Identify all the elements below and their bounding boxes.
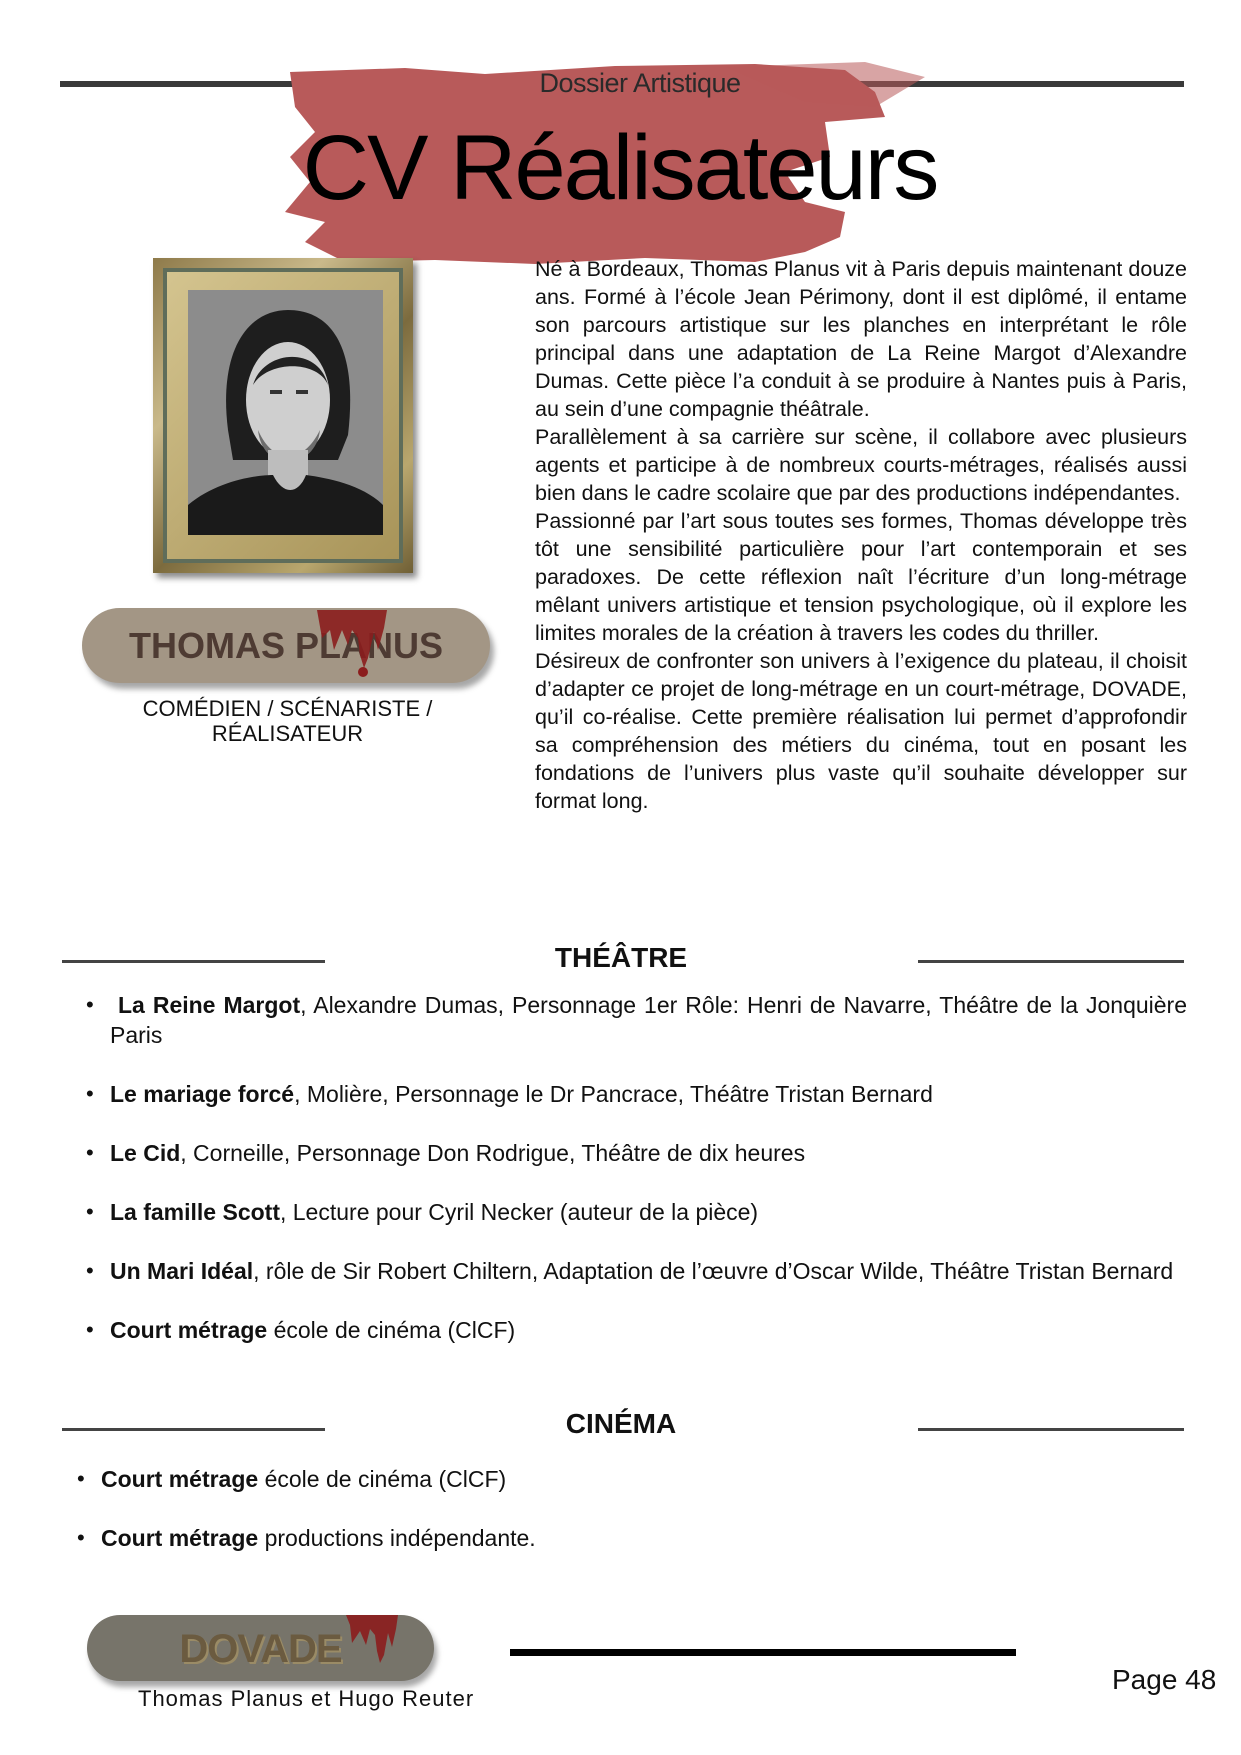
theatre-item	[86, 1079, 1187, 1109]
theatre-list	[86, 990, 1187, 1374]
footer-logo	[87, 1615, 434, 1681]
page-number: Page 48	[1112, 1664, 1217, 1695]
item-details: , Alexandre Dumas, Personnage 1er Rôle: Henri de Navarre, Théâtre de la Jonquière Paris	[110, 992, 1188, 1048]
biography	[535, 255, 1187, 815]
page-title: CV Réalisateurs	[302, 117, 938, 219]
item-title: La Reine Margot	[118, 992, 301, 1018]
cinema-list	[77, 1464, 1178, 1582]
item-details: productions indépendante.	[258, 1525, 536, 1551]
item-details: école de cinéma (ClCF)	[267, 1317, 516, 1343]
item-title: Court métrage	[101, 1466, 259, 1492]
roles-line-2: RÉALISATEUR	[211, 721, 364, 746]
item-details: , Lecture pour Cyril Necker (auteur de la pièce)	[279, 1199, 759, 1225]
bio-paragraph: Né à Bordeaux, Thomas Planus vit à Paris depuis maintenant douze ans. Formé à l’école Jean Périmony, dont il est diplômé, il entame son parcours artistique sur les planches en interprétant le rôle principal dans une adaptation de La Reine Margot d’Alexandre Dumas. Cette pièce l’a conduit à se produire à Nantes puis à Paris, au sein d’une compagnie théâtrale.	[535, 257, 1187, 421]
theatre-rule-right	[918, 960, 1184, 963]
item-details: école de cinéma (ClCF)	[258, 1466, 507, 1492]
theatre-item	[86, 1138, 1187, 1168]
item-details: , rôle de Sir Robert Chiltern, Adaptation de l’œuvre d’Oscar Wilde, Théâtre Tristan Bernard	[253, 1258, 1174, 1284]
item-title: La famille Scott	[110, 1199, 280, 1225]
theatre-item	[86, 1315, 1187, 1345]
theatre-item	[86, 990, 1187, 1050]
item-title: Court métrage	[101, 1525, 259, 1551]
cinema-item	[77, 1464, 1178, 1494]
theatre-item	[86, 1197, 1187, 1227]
cinema-heading: CINÉMA	[565, 1408, 677, 1439]
footer-logo-text: DOVADE	[179, 1627, 342, 1671]
theatre-item	[86, 1256, 1187, 1286]
blood-drip-icon	[342, 1615, 402, 1670]
name-badge	[82, 608, 490, 683]
roles-caption	[100, 696, 475, 746]
portrait-illustration	[188, 290, 383, 535]
bio-paragraph: Passionné par l’art sous toutes ses formes, Thomas développe très tôt une sensibilité particulière pour l’art contemporain et ses paradoxes. De cette réflexion naît l’écriture d’un long-métrage mêlant univers artistique et tension psychologique, où il explore les limites morales de la création à travers les codes du thriller.	[535, 509, 1187, 645]
item-details: , Molière, Personnage le Dr Pancrace, Théâtre Tristan Bernard	[294, 1081, 933, 1107]
portrait-photo	[188, 290, 383, 535]
item-title: Le Cid	[110, 1140, 181, 1166]
cinema-item	[77, 1523, 1178, 1553]
footer-credits: Thomas Planus et Hugo Reuter	[138, 1686, 475, 1711]
item-title: Court métrage	[110, 1317, 268, 1343]
person-name: THOMAS PLANUS	[129, 625, 443, 666]
document-kicker: Dossier Artistique	[539, 68, 741, 98]
portrait-frame	[153, 258, 413, 573]
roles-line-1: COMÉDIEN / SCÉNARISTE /	[142, 696, 433, 721]
cinema-rule-left	[62, 1428, 325, 1431]
footer-rule	[510, 1649, 1016, 1656]
cinema-rule-right	[918, 1428, 1184, 1431]
theatre-rule-left	[62, 960, 325, 963]
theatre-heading: THÉÂTRE	[554, 942, 688, 973]
bio-paragraph: Désireux de confronter son univers à l’exigence du plateau, il choisit d’adapter ce projet de long-métrage en un court-métrage, DOVADE, qu’il co-réalise. Cette première réalisation lui permet d’approfondir sa compréhension des métiers du cinéma, tout en posant les fondations de l’univers plus vaste qu’il souhaite développer sur format long.	[535, 649, 1187, 813]
blood-drip-icon	[312, 610, 392, 680]
item-title: Le mariage forcé	[110, 1081, 295, 1107]
item-details: , Corneille, Personnage Don Rodrigue, Théâtre de dix heures	[180, 1140, 806, 1166]
bio-paragraph: Parallèlement à sa carrière sur scène, il collabore avec plusieurs agents et participe à de nombreux courts-métrages, réalisés aussi bien dans le cadre scolaire que par des productions indépendantes.	[535, 425, 1187, 505]
item-title: Un Mari Idéal	[110, 1258, 254, 1284]
